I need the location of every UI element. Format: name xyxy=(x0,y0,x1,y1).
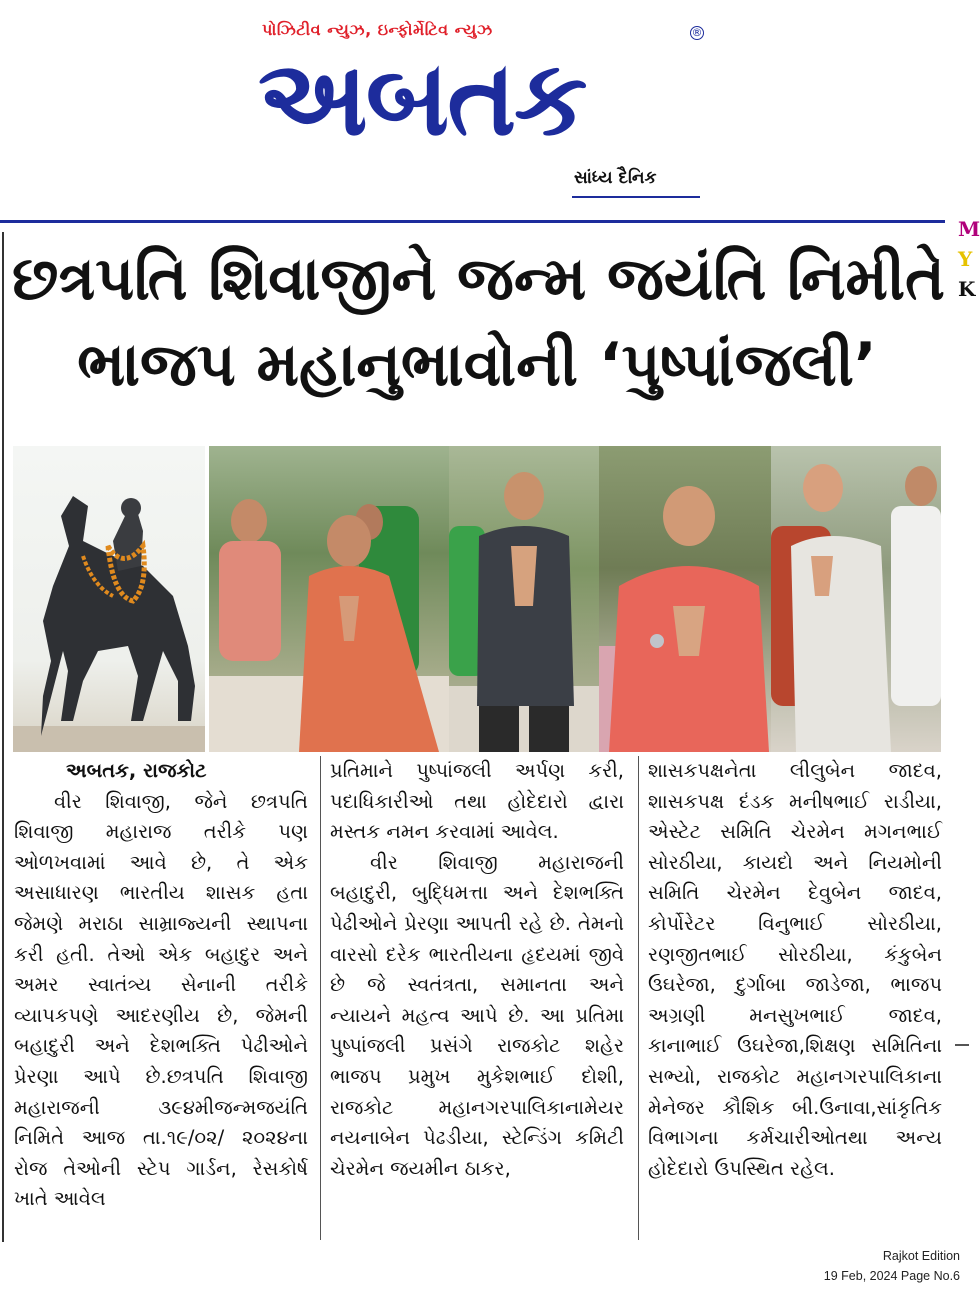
adjacent-rule xyxy=(955,1044,969,1046)
masthead-tagline: પોઝિટીવ ન્યુઝ, ઇન્ફોર્મેટિવ ન્યુઝ xyxy=(262,20,493,39)
masthead-subtitle: સાંધ્ય દૈનિક xyxy=(574,168,657,188)
article-paragraph: શાસકપક્ષનેતા લીલુબેન જાદવ, શાસકપક્ષ દંડક મનીષભાઈ રાડીયા, એસ્ટેટ સમિતિ ચેરમેન મગનભાઈ સોરઠીયા, કાયદો અને નિયમોની સમિતિ ચેરમેન દેવુબેન જાદવ, કોર્પોરેટર વિનુભાઈ સોરઠીયા, રણજીતભાઈ સોરઠીયા, કંકુબેન ઉઘરેજા, દુર્ગાબા જાડેજા, ભાજપ અગ્રણી મનસુખભાઈ જાદવ, કાનાભાઈ ઉઘરેજા,શિક્ષણ સમિતિના સભ્યો, રાજકોટ મહાનગરપાલિકાના મેનેજર કૌશિક બી.ઉનાવા,સાંકૃતિક વિભાગના કર્મચારીઓતથા અન્ય હોદેદારો ઉપસ્થિત રહેલ. xyxy=(648,759,942,1180)
adjacent-page-edge xyxy=(958,214,980,304)
article-paragraph: પ્રતિમાને પુષ્પાંજલી અર્પણ કરી, પદાધિકારીઓ તથા હોદેદારો દ્વારા મસ્તક નમન કરવામાં આવેલ. xyxy=(330,759,624,844)
photo-shivaji-statue xyxy=(13,446,205,752)
photo-elderly-man-tribute xyxy=(771,446,941,752)
registered-mark: ® xyxy=(691,26,703,39)
statue-illustration xyxy=(13,446,205,752)
article-paragraph: વીર શિવાજી મહારાજની બહાદુરી, બુદ્ધિમત્તા અને દેશભક્તિ પેઢીઓને પ્રેરણા આપતી રહે છે. તેમનો વારસો દરેક ભારતીયના હૃદયમાં જીવે છે જે સ્વતંત્રતા, સમાનતા અને ન્યાયને મહત્વ આપે છે. આ પ્રતિમા પુષ્પાંજલી પ્રસંગે રાજકોટ શહેર ભાજપ પ્રમુખ મુકેશભાઈ દોશી, રાજકોટ મહાનગરપાલિકાનામેયર નયનાબેન પેઢડીયા, સ્ટેન્ડિંગ કમિટી ચેરમેન જયમીન ઠાકર, xyxy=(330,850,624,1180)
photo-woman-tribute xyxy=(209,446,449,752)
headline-line-2: ભાજપ મહાનુભાવોની ‘પુષ્પાંજલી’ xyxy=(77,330,877,400)
header-divider xyxy=(0,220,945,223)
photo-man-red-kurta-tribute xyxy=(599,446,771,752)
edition-name: Rajkot Edition xyxy=(882,1249,960,1263)
article-paragraph: વીર શિવાજી, જેને છત્રપતિ શિવાજી મહારાજ તરીકે પણ ઓળખવામાં આવે છે, તે એક અસાધારણ ભારતીય શાસક હતા જેમણે મરાઠા સામ્રાજ્યની સ્થાપના કરી હતી. તેઓ એક બહાદુર અને અમર સ્વાતંત્ર્ય સેનાની તરીકે વ્યાપકપણે આદરણીય છે, જેમની બહાદુરી અને દેશભક્તિ પેઢીઓને પ્રેરણા આપે છે.છત્રપતિ શિવાજી મહારાજની ૩૯૪મીજન્મજયંતિ નિમિતે આજ તા.૧૯/૦૨/ ૨૦૨૪ના રોજ તેઓની સ્ટેપ ગાર્ડન, રેસકોર્ષ ખાતે આવેલ xyxy=(14,789,308,1211)
edge-letter: Y xyxy=(958,247,973,271)
newspaper-logo: અબતક xyxy=(258,37,586,159)
headline-line-1: છત્રપતિ શિવાજીને જન્મ જયંતિ નિમીતે xyxy=(12,244,945,314)
article-left-border xyxy=(2,232,4,1242)
edge-letter: K xyxy=(958,277,976,301)
edge-letter: M xyxy=(958,217,980,241)
article-headline xyxy=(12,236,945,408)
article-column-3 xyxy=(648,756,942,1184)
masthead-underline xyxy=(572,196,700,198)
article-dateline: અબતક, રાજકોટ xyxy=(66,759,207,782)
photo-collage xyxy=(13,446,941,752)
column-divider xyxy=(638,756,639,1240)
column-divider xyxy=(320,756,321,1240)
edition-info xyxy=(824,1246,960,1286)
photo-man-tribute xyxy=(449,446,599,752)
article-column-2 xyxy=(330,756,624,1184)
edition-date-page: 19 Feb, 2024 Page No.6 xyxy=(823,1269,960,1283)
article-column-1 xyxy=(14,756,308,1215)
